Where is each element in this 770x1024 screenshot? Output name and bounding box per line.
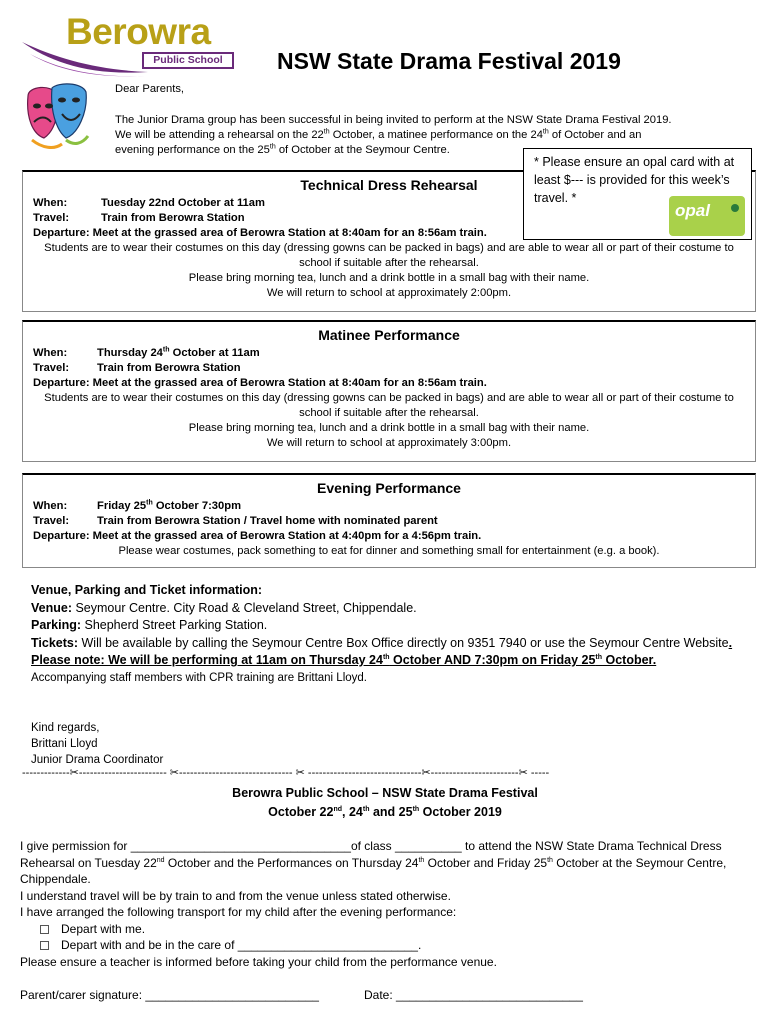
permission-text[interactable]: I give permission for _________________________________of class __________ to attend the NSW State Drama Technical Dress Rehearsal on Tuesday 22nd October and the Performances on Thursday 24th October and Friday 25th October at the Seymour Centre, Chippendale. bbox=[20, 839, 727, 886]
departure-row: Departure: Meet at the grassed area of Berowra Station at 8:40am for an 8:56am train. bbox=[33, 377, 487, 389]
travel-row: Travel: Train from Berowra Station bbox=[33, 362, 241, 374]
evening-section bbox=[22, 473, 756, 568]
signature-field[interactable]: Parent/carer signature: __________________________ bbox=[20, 988, 319, 1002]
transport-arranged: I have arranged the following transport for my child after the evening performance: bbox=[20, 905, 457, 919]
section-heading: Matinee Performance bbox=[318, 327, 460, 343]
page-title: NSW State Drama Festival 2019 bbox=[277, 48, 621, 74]
when-row: When: Friday 25th October 7:30pm bbox=[33, 499, 242, 512]
section-heading: Technical Dress Rehearsal bbox=[300, 177, 478, 193]
travel-row: Travel: Train from Berowra Station bbox=[33, 212, 245, 224]
venue-row: Venue: Seymour Centre. City Road & Cleveland Street, Chippendale. bbox=[31, 600, 417, 615]
when-row: When: Thursday 24th October at 11am bbox=[33, 346, 260, 359]
cut-line: -------------✂------------------------ ✂------------------------------- ✂ -------------------------------✂------------------------✂ ----- bbox=[22, 767, 550, 779]
matinee-section bbox=[22, 320, 756, 462]
opal-card-icon: opal bbox=[669, 196, 745, 236]
tickets-row: Tickets: Will be available by calling the Seymour Centre Box Office directly on 9351 7940 or use the Seymour Centre Website. Please note: We will be performing at 11am on Thursday 24th October AND 7:30pm on Friday 25th October. bbox=[31, 635, 733, 667]
travel-row: Travel: Train from Berowra Station / Travel home with nominated parent bbox=[33, 515, 438, 527]
food-info: Please bring morning tea, lunch and a drink bottle in a small bag with their name. bbox=[188, 422, 590, 434]
logo-subtitle: Public School bbox=[142, 52, 234, 69]
intro-line: evening performance on the 25th of October at the Seymour Centre. bbox=[115, 143, 450, 156]
intro-line: The Junior Drama group has been successful in being invited to perform at the NSW State Drama Festival 2019. bbox=[115, 114, 672, 126]
travel-note: I understand travel will be by train to and from the venue unless stated otherwise. bbox=[20, 888, 451, 903]
option-depart-with-me[interactable]: Depart with me. bbox=[20, 921, 760, 938]
when-row: When: Tuesday 22nd October at 11am bbox=[33, 197, 265, 209]
teacher-notice: Please ensure a teacher is informed before taking your child from the performance venue. bbox=[20, 954, 497, 969]
signoff: Kind regards, Brittani Lloyd Junior Drama Coordinator bbox=[31, 722, 164, 766]
drama-masks-icon bbox=[22, 82, 90, 154]
departure-row: Departure: Meet at the grassed area of Berowra Station at 8:40am for an 8:56am train. bbox=[33, 227, 487, 239]
return-info: We will return to school at approximately 3:00pm. bbox=[266, 437, 512, 449]
option-depart-with-other[interactable]: Depart with and be in the care of ___________________________. bbox=[20, 937, 760, 954]
staff-info: Accompanying staff members with CPR training are Brittani Lloyd. bbox=[31, 671, 367, 684]
venue-info bbox=[31, 582, 751, 686]
venue-heading: Venue, Parking and Ticket information: bbox=[31, 583, 263, 597]
date-field[interactable]: Date: ____________________________ bbox=[364, 988, 583, 1002]
departure-row: Departure: Meet at the grassed area of Berowra Station at 4:40pm for a 4:56pm train. bbox=[33, 530, 482, 542]
parking-row: Parking: Shepherd Street Parking Station. bbox=[31, 618, 268, 632]
intro-line: We will be attending a rehearsal on the 22th October, a matinee performance on the 24th of October and an bbox=[115, 128, 642, 141]
permission-slip bbox=[20, 838, 760, 970]
checkbox[interactable] bbox=[40, 925, 49, 934]
costume-info: Please wear costumes, pack something to eat for dinner and something small for entertainment (e.g. a book). bbox=[118, 545, 660, 557]
food-info: Please bring morning tea, lunch and a drink bottle in a small bag with their name. bbox=[188, 272, 590, 284]
costume-info: Students are to wear their costumes on this day (dressing gowns can be packed in bags) and are able to wear all or part of their costume to school if suitable after the rehearsal. bbox=[44, 392, 734, 419]
school-logo bbox=[20, 11, 245, 80]
costume-info: Students are to wear their costumes on this day (dressing gowns can be packed in bags) and are able to wear all or part of their costume to school if suitable after the rehearsal. bbox=[44, 242, 734, 269]
checkbox[interactable] bbox=[40, 941, 49, 950]
slip-title: Berowra Public School – NSW State Drama Festival bbox=[232, 786, 538, 800]
logo-school-name: Berowra bbox=[66, 11, 211, 52]
opal-card-note: * Please ensure an opal card with at least $--- is provided for this week’s travel. * bbox=[523, 148, 752, 240]
greeting: Dear Parents, bbox=[115, 83, 185, 95]
return-info: We will return to school at approximately 2:00pm. bbox=[266, 287, 512, 299]
slip-dates: October 22nd, 24th and 25th October 2019 bbox=[268, 805, 502, 819]
section-heading: Evening Performance bbox=[317, 480, 461, 496]
